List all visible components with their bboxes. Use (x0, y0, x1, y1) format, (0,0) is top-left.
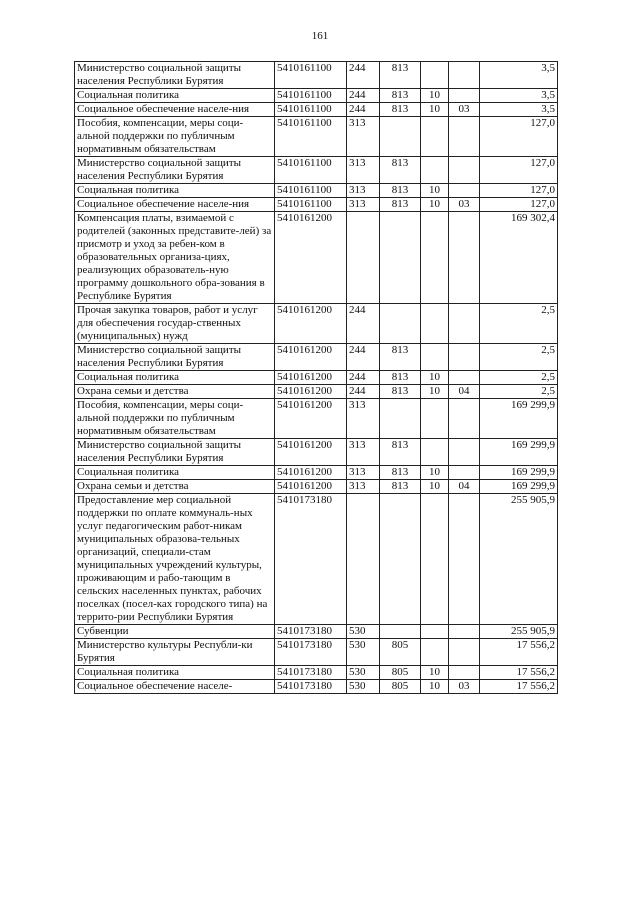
target-code-cell: 5410161200 (275, 399, 347, 439)
subsection-cell (449, 399, 480, 439)
amount-cell: 169 299,9 (480, 439, 558, 466)
amount-cell: 2,5 (480, 304, 558, 344)
table-row (75, 639, 558, 666)
target-code-cell: 5410161200 (275, 466, 347, 480)
expense-type-cell: 313 (347, 157, 380, 184)
target-code-cell: 5410161100 (275, 157, 347, 184)
ministry-code-cell: 813 (380, 198, 421, 212)
subsection-cell (449, 117, 480, 157)
table-row (75, 103, 558, 117)
ministry-code-cell: 813 (380, 103, 421, 117)
ministry-code-cell: 813 (380, 439, 421, 466)
section-cell: 10 (421, 198, 449, 212)
amount-cell: 169 299,9 (480, 466, 558, 480)
ministry-code-cell: 813 (380, 157, 421, 184)
amount-cell: 169 299,9 (480, 399, 558, 439)
target-code-cell: 5410161200 (275, 344, 347, 371)
table-row (75, 184, 558, 198)
expense-type-cell: 244 (347, 304, 380, 344)
amount-cell: 3,5 (480, 62, 558, 89)
description-cell: Социальная политика (75, 371, 275, 385)
subsection-cell (449, 184, 480, 198)
table-row (75, 399, 558, 439)
amount-cell: 169 299,9 (480, 480, 558, 494)
target-code-cell: 5410161200 (275, 439, 347, 466)
section-cell (421, 639, 449, 666)
amount-cell: 17 556,2 (480, 639, 558, 666)
description-cell: Субвенции (75, 625, 275, 639)
description-cell: Социальная политика (75, 184, 275, 198)
section-cell (421, 212, 449, 304)
ministry-code-cell (380, 304, 421, 344)
target-code-cell: 5410161100 (275, 184, 347, 198)
subsection-cell (449, 89, 480, 103)
amount-cell: 127,0 (480, 117, 558, 157)
subsection-cell (449, 439, 480, 466)
section-cell: 10 (421, 480, 449, 494)
target-code-cell: 5410173180 (275, 680, 347, 694)
subsection-cell (449, 625, 480, 639)
table-row (75, 212, 558, 304)
subsection-cell (449, 639, 480, 666)
amount-cell: 2,5 (480, 344, 558, 371)
description-cell: Социальная политика (75, 89, 275, 103)
expense-type-cell: 530 (347, 680, 380, 694)
subsection-cell: 03 (449, 680, 480, 694)
section-cell: 10 (421, 184, 449, 198)
description-cell: Компенсация платы, взимаемой с родителей (законных представите-лей) за присмотр и уход за ребен-ком в образовательных организа-циях, реализующих образователь-ную программу дошкольного обра-зования в Республике Бурятия (75, 212, 275, 304)
ministry-code-cell: 813 (380, 371, 421, 385)
table-row (75, 89, 558, 103)
subsection-cell (449, 157, 480, 184)
subsection-cell (449, 304, 480, 344)
section-cell (421, 157, 449, 184)
expense-type-cell (347, 494, 380, 625)
ministry-code-cell: 813 (380, 344, 421, 371)
expense-type-cell: 244 (347, 62, 380, 89)
section-cell: 10 (421, 371, 449, 385)
description-cell: Охрана семьи и детства (75, 385, 275, 399)
expense-type-cell: 313 (347, 399, 380, 439)
description-cell: Министерство социальной защиты населения Республики Бурятия (75, 344, 275, 371)
description-cell: Министерство социальной защиты населения Республики Бурятия (75, 439, 275, 466)
expense-type-cell: 530 (347, 639, 380, 666)
expense-type-cell: 244 (347, 89, 380, 103)
section-cell: 10 (421, 680, 449, 694)
ministry-code-cell (380, 117, 421, 157)
table-row (75, 625, 558, 639)
ministry-code-cell: 813 (380, 480, 421, 494)
amount-cell: 2,5 (480, 371, 558, 385)
target-code-cell: 5410161100 (275, 103, 347, 117)
subsection-cell: 03 (449, 103, 480, 117)
subsection-cell (449, 466, 480, 480)
description-cell: Социальное обеспечение населе-ния (75, 103, 275, 117)
section-cell: 10 (421, 103, 449, 117)
subsection-cell (449, 371, 480, 385)
subsection-cell (449, 344, 480, 371)
expense-type-cell: 244 (347, 103, 380, 117)
table-row (75, 385, 558, 399)
expense-type-cell: 313 (347, 117, 380, 157)
amount-cell: 3,5 (480, 103, 558, 117)
table-row (75, 439, 558, 466)
page-number: 161 (311, 30, 329, 42)
amount-cell: 169 302,4 (480, 212, 558, 304)
ministry-code-cell (380, 212, 421, 304)
target-code-cell: 5410161200 (275, 304, 347, 344)
description-cell: Прочая закупка товаров, работ и услуг для обеспечения государ-ственных (муниципальных) нужд (75, 304, 275, 344)
target-code-cell: 5410173180 (275, 639, 347, 666)
amount-cell: 17 556,2 (480, 680, 558, 694)
section-cell: 10 (421, 89, 449, 103)
expense-type-cell: 530 (347, 625, 380, 639)
amount-cell: 2,5 (480, 385, 558, 399)
target-code-cell: 5410161200 (275, 371, 347, 385)
subsection-cell: 03 (449, 198, 480, 212)
amount-cell: 127,0 (480, 157, 558, 184)
description-cell: Министерство культуры Республи-ки Бурятия (75, 639, 275, 666)
expense-type-cell: 313 (347, 184, 380, 198)
table-row (75, 117, 558, 157)
ministry-code-cell: 805 (380, 666, 421, 680)
budget-table (74, 61, 558, 694)
expense-type-cell: 313 (347, 439, 380, 466)
target-code-cell: 5410173180 (275, 494, 347, 625)
table-row (75, 304, 558, 344)
amount-cell: 17 556,2 (480, 666, 558, 680)
amount-cell: 127,0 (480, 198, 558, 212)
target-code-cell: 5410161200 (275, 212, 347, 304)
expense-type-cell: 530 (347, 666, 380, 680)
ministry-code-cell: 813 (380, 89, 421, 103)
target-code-cell: 5410161100 (275, 62, 347, 89)
ministry-code-cell: 813 (380, 184, 421, 198)
ministry-code-cell (380, 625, 421, 639)
table-row (75, 198, 558, 212)
description-cell: Предоставление мер социальной поддержки по оплате коммуналь-ных услуг педагогическим работ-никам муниципальных образова-тельных организаций, специали-стам муниципальных учреждений культуры, проживающим и рабо-тающим в сельских населенных пунктах, рабочих поселках (посел-ках городского типа) на террито-рии Республики Бурятия (75, 494, 275, 625)
amount-cell: 255 905,9 (480, 494, 558, 625)
section-cell (421, 304, 449, 344)
expense-type-cell (347, 212, 380, 304)
ministry-code-cell: 813 (380, 466, 421, 480)
table-row (75, 371, 558, 385)
table-row (75, 344, 558, 371)
expense-type-cell: 244 (347, 371, 380, 385)
section-cell (421, 494, 449, 625)
section-cell (421, 62, 449, 89)
target-code-cell: 5410161100 (275, 89, 347, 103)
section-cell: 10 (421, 666, 449, 680)
table-row (75, 680, 558, 694)
target-code-cell: 5410161200 (275, 480, 347, 494)
section-cell: 10 (421, 385, 449, 399)
ministry-code-cell: 813 (380, 62, 421, 89)
subsection-cell (449, 62, 480, 89)
description-cell: Социальная политика (75, 466, 275, 480)
subsection-cell (449, 212, 480, 304)
section-cell (421, 439, 449, 466)
section-cell (421, 344, 449, 371)
subsection-cell (449, 494, 480, 625)
table-row (75, 494, 558, 625)
description-cell: Охрана семьи и детства (75, 480, 275, 494)
section-cell (421, 117, 449, 157)
amount-cell: 3,5 (480, 89, 558, 103)
subsection-cell (449, 666, 480, 680)
expense-type-cell: 244 (347, 344, 380, 371)
section-cell (421, 399, 449, 439)
expense-type-cell: 313 (347, 466, 380, 480)
section-cell (421, 625, 449, 639)
ministry-code-cell (380, 494, 421, 625)
amount-cell: 127,0 (480, 184, 558, 198)
ministry-code-cell: 805 (380, 639, 421, 666)
description-cell: Социальная политика (75, 666, 275, 680)
description-cell: Министерство социальной защиты населения Республики Бурятия (75, 62, 275, 89)
description-cell: Социальное обеспечение населе- (75, 680, 275, 694)
table-row (75, 157, 558, 184)
expense-type-cell: 313 (347, 198, 380, 212)
subsection-cell: 04 (449, 385, 480, 399)
target-code-cell: 5410173180 (275, 625, 347, 639)
table-row (75, 466, 558, 480)
ministry-code-cell: 813 (380, 385, 421, 399)
table-row (75, 480, 558, 494)
target-code-cell: 5410161100 (275, 117, 347, 157)
ministry-code-cell (380, 399, 421, 439)
section-cell: 10 (421, 466, 449, 480)
target-code-cell: 5410173180 (275, 666, 347, 680)
description-cell: Социальное обеспечение населе-ния (75, 198, 275, 212)
description-cell: Пособия, компенсации, меры соци-альной поддержки по публичным нормативным обязательствам (75, 117, 275, 157)
description-cell: Министерство социальной защиты населения Республики Бурятия (75, 157, 275, 184)
description-cell: Пособия, компенсации, меры соци-альной поддержки по публичным нормативным обязательствам (75, 399, 275, 439)
expense-type-cell: 244 (347, 385, 380, 399)
target-code-cell: 5410161100 (275, 198, 347, 212)
amount-cell: 255 905,9 (480, 625, 558, 639)
expense-type-cell: 313 (347, 480, 380, 494)
table-row (75, 62, 558, 89)
table-row (75, 666, 558, 680)
subsection-cell: 04 (449, 480, 480, 494)
target-code-cell: 5410161200 (275, 385, 347, 399)
ministry-code-cell: 805 (380, 680, 421, 694)
